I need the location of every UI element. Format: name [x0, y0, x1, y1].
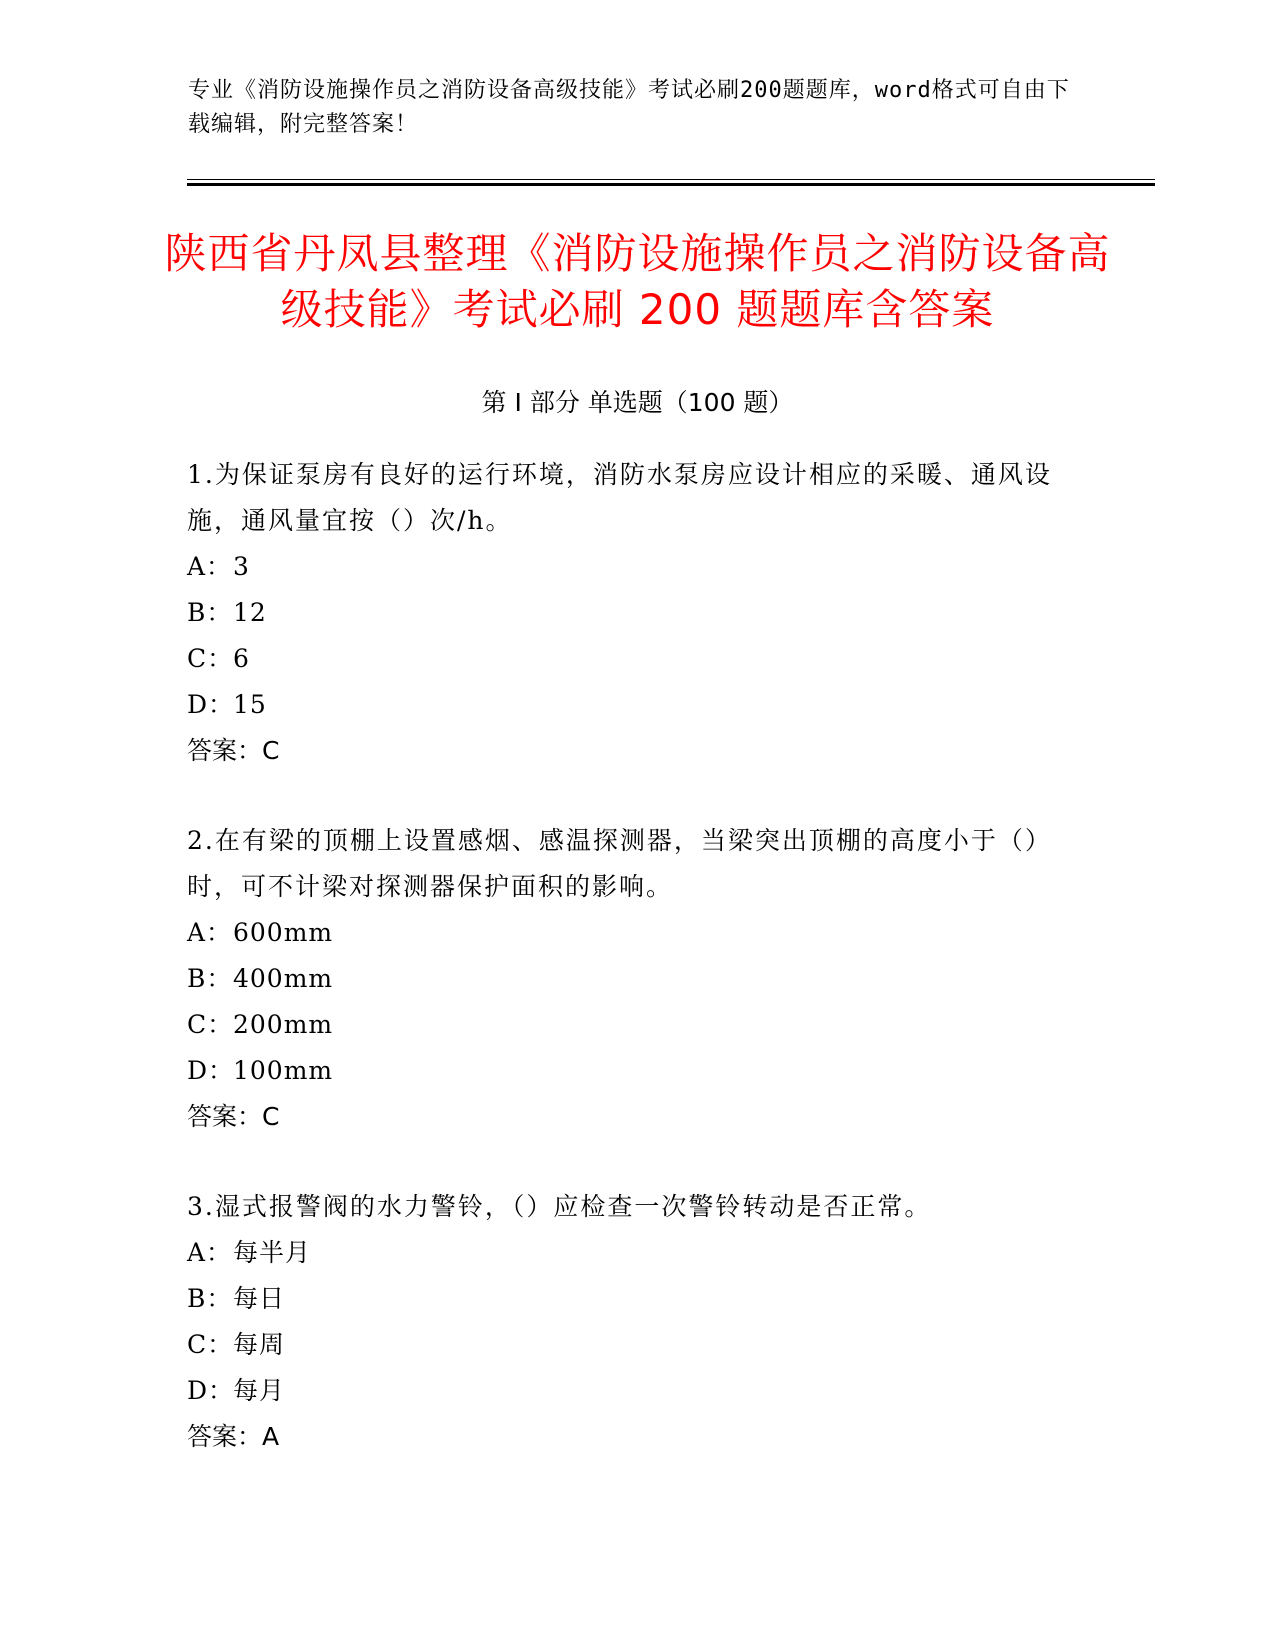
- option-c: [187, 1322, 1067, 1368]
- option-text: 400mm: [233, 964, 334, 993]
- option-d: [187, 682, 1067, 728]
- header-divider-thick: [187, 183, 1155, 186]
- option-d: [187, 1368, 1067, 1414]
- option-key: A：: [187, 1238, 233, 1267]
- option-text: 每日: [233, 1284, 286, 1313]
- document-title: 陕西省丹凤县整理《消防设施操作员之消防设备高级技能》考试必刷 200 题题库含答案: [164, 229, 1111, 334]
- option-b: [187, 590, 1067, 636]
- answer-line: 答案：C: [187, 736, 280, 765]
- question-stem: 1.为保证泵房有良好的运行环境，消防水泵房应设计相应的采暖、通风设施，通风量宜按（）次/h。: [187, 460, 1052, 535]
- option-c: [187, 636, 1067, 682]
- option-c: [187, 1002, 1067, 1048]
- option-key: B：: [187, 598, 233, 627]
- question-1: [187, 452, 1067, 774]
- option-key: D：: [187, 1056, 235, 1085]
- option-text: 每半月: [233, 1238, 312, 1267]
- option-d: [187, 1048, 1067, 1094]
- option-text: 12: [233, 598, 267, 627]
- question-3: [187, 1184, 1067, 1460]
- option-text: 6: [233, 644, 250, 673]
- option-key: D：: [187, 690, 235, 719]
- option-a: [187, 910, 1067, 956]
- option-a: [187, 544, 1067, 590]
- option-key: D：: [187, 1376, 235, 1405]
- question-2: [187, 818, 1067, 1140]
- option-key: A：: [187, 918, 233, 947]
- option-a: [187, 1230, 1067, 1276]
- option-key: B：: [187, 1284, 233, 1313]
- section-heading: 第 I 部分 单选题（100 题）: [481, 388, 794, 417]
- option-text: 200mm: [233, 1010, 334, 1039]
- option-key: C：: [187, 1330, 234, 1359]
- option-text: 600mm: [233, 918, 334, 947]
- option-b: [187, 1276, 1067, 1322]
- option-text: 15: [233, 690, 267, 719]
- option-key: C：: [187, 644, 234, 673]
- question-stem: 3.湿式报警阀的水力警铃，（）应检查一次警铃转动是否正常。: [187, 1192, 932, 1221]
- option-text: 3: [233, 552, 250, 581]
- option-key: A：: [187, 552, 233, 581]
- option-b: [187, 956, 1067, 1002]
- option-key: B：: [187, 964, 233, 993]
- header-note: 专业《消防设施操作员之消防设备高级技能》考试必刷200题题库，word格式可自由下载编辑，附完整答案！: [188, 78, 1070, 137]
- answer-line: 答案：A: [187, 1422, 280, 1451]
- option-text: 每月: [233, 1376, 286, 1405]
- header-divider-thin: [187, 179, 1155, 180]
- answer-line: 答案：C: [187, 1102, 280, 1131]
- question-stem: 2.在有梁的顶棚上设置感烟、感温探测器，当梁突出顶棚的高度小于（）时，可不计梁对探测器保护面积的影响。: [187, 826, 1052, 901]
- option-text: 100mm: [233, 1056, 334, 1085]
- option-text: 每周: [233, 1330, 286, 1359]
- option-key: C：: [187, 1010, 234, 1039]
